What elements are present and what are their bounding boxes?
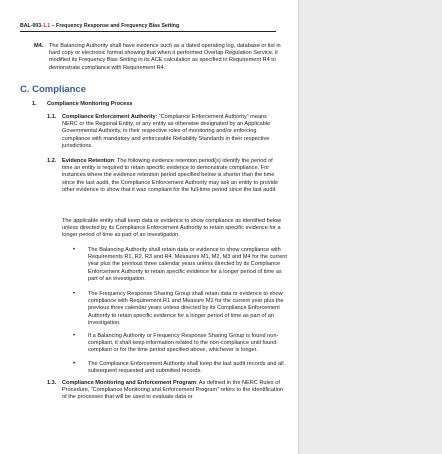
bullet-symbol: • (73, 247, 76, 253)
bullet-symbol: • (73, 361, 76, 367)
bullet-symbol: • (73, 291, 76, 297)
subsection-number: 1. (32, 101, 37, 107)
bullet-text: If a Balancing Authority or Frequency Response Sharing Group is found non-compliant, it shall keep information related to the non-compliance until found compliant or for the time period specified above, whichever is longer. (88, 333, 279, 354)
subsection-title: Compliance Monitoring Process (47, 101, 133, 107)
item-1-1-number: 1.1. (47, 114, 57, 120)
item-1-3-body (62, 380, 284, 402)
bullet-text: The Compliance Enforcement Authority shall keep the last audit records and all subsequent requested and submitted records. (88, 361, 284, 375)
item-1-2-body (62, 158, 284, 194)
item-1-1-text: : “Compliance Enforcement Authority” means NERC or the Regional Entity, or any entity as otherwise designated by an Applicable Governmental Authority, in their respective roles of monitoring and/or enforcing compliance with mandatory and enforceable Reliability Standards in their respective jurisdictions. (62, 114, 271, 149)
item-1-2-number: 1.2. (47, 158, 57, 164)
bullet-text: The Balancing Authority shall retain data or evidence to show compliance with Requirements R1, R2, R3 and R4, Measures M1, M2, M3 and M4 for the current year plus the previous three calendar years unless directed by its Compliance Enforcement Authority to retain specific evidence for a longer period of time as part of an investigation. (88, 247, 287, 282)
item-1-2-text: : The following evidence retention period(s) identify the period of time an entity is required to retain specific evidence to demonstrate compliance. For instances where the evidence retention period specified below is shorter than the time since the last audit, the Compliance Enforcement Authority may ask an entity to provide other evidence to show that it was compliant for the full-time period since the last audit. (62, 158, 279, 193)
header-prefix: BAL-003- (20, 23, 43, 29)
bullet-symbol: • (73, 333, 76, 339)
item-1-1-body (62, 114, 284, 150)
measure-m4-text: The Balancing Authority shall have evidence such as a dated operating log, database or list in hard copy or electronic format showing that when it performed Overlap Regulation Service, it modified its Frequency Bias Setting in its ACE calculation as specified in Requirement R4 to demonstrate compliance with Requirement R4. (49, 43, 281, 71)
section-heading: C. Compliance (20, 84, 86, 95)
header-rule (20, 31, 276, 32)
header-title: – Frequency Response and Frequency Bias Setting (50, 23, 180, 29)
item-1-3-label: Compliance Monitoring and Enforcement Program (62, 380, 196, 386)
item-1-3-text: : As defined in the NERC Rules of Procedure, “Compliance Monitoring and Enforcement Program” refers to the identification of the processes that will be used to evaluate data or (62, 380, 284, 401)
comment-side-panel (298, 0, 442, 454)
measure-m4-number: M4. (34, 43, 44, 49)
retention-paragraph: The applicable entity shall keep data or evidence to show compliance as identified below unless directed by its Compliance Enforcement Authority to retain specific evidence for a longer period of time as part of an investigation. (62, 218, 282, 239)
bullet-text: The Frequency Response Sharing Group shall retain data or evidence to show compliance with Requirement R1 and Measure M1 for the current year plus the previous three calendar years unless directed by its Compliance Enforcement Authority to retain specific evidence for a longer period of time as part of an investigation. (88, 291, 284, 326)
item-1-3-number: 1.3. (47, 380, 57, 386)
header-version: 1.1 (42, 23, 51, 29)
page-header (20, 23, 179, 29)
item-1-1-label: Compliance Enforcement Authority (62, 114, 156, 120)
item-1-2-label: Evidence Retention (62, 158, 114, 164)
